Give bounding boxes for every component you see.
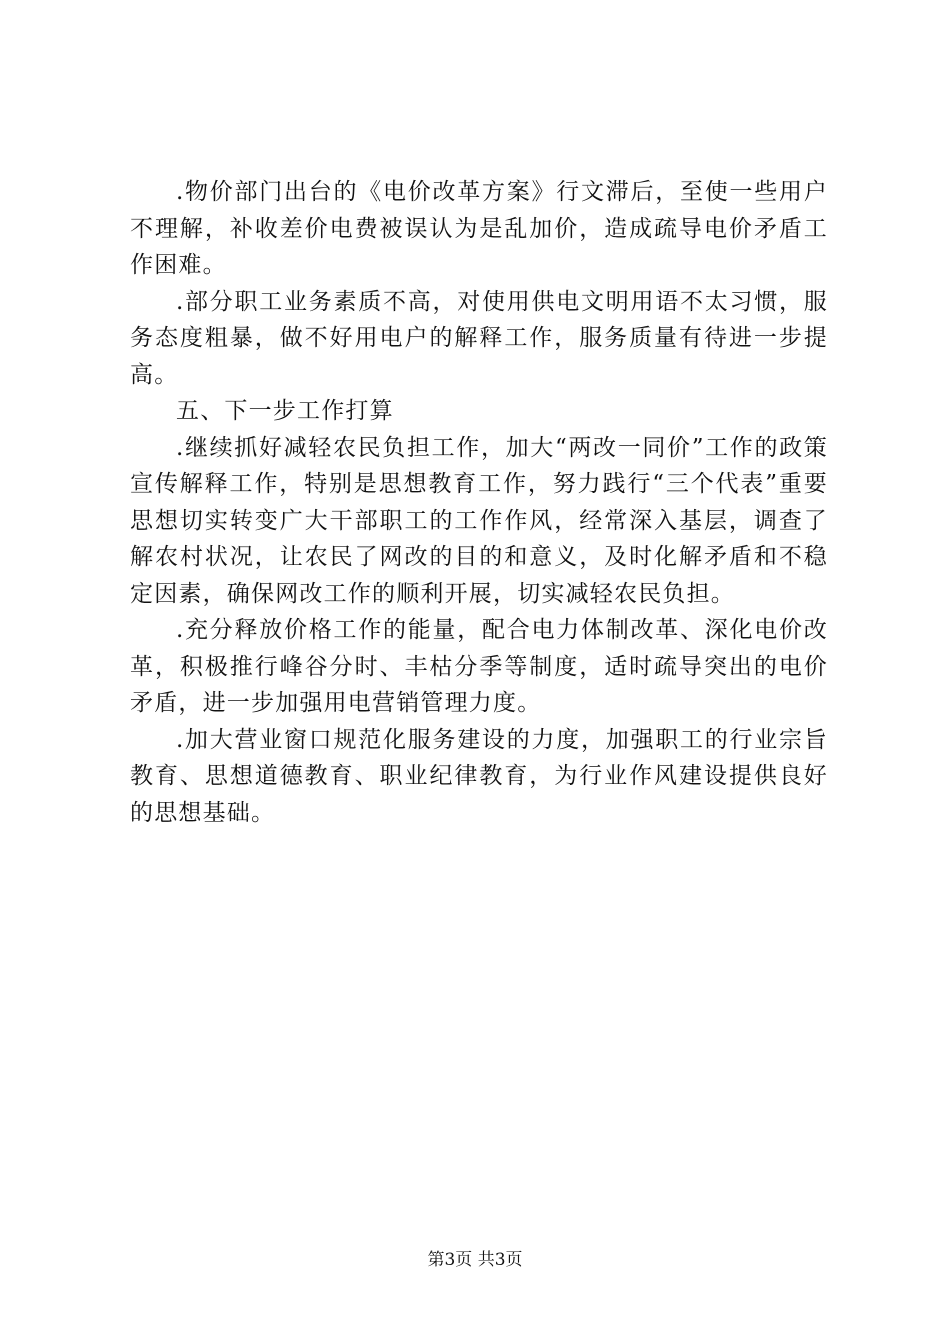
section-heading-next-steps: 五、下一步工作打算 bbox=[176, 398, 394, 424]
paragraph-price-reform: .充分释放价格工作的能量，配合电力体制改革、深化电价改革，积极推行峰谷分时、丰枯分季等制度，适时疏导突出的电价矛盾，进一步加强用电营销管理力度。 bbox=[130, 617, 828, 716]
paragraph-price-plan-delay: .物价部门出台的《电价改革方案》行文滞后，至使一些用户不理解，补收差价电费被误认为是乱加价，造成疏导电价矛盾工作困难。 bbox=[130, 179, 828, 278]
paragraph-staff-quality: .部分职工业务素质不高，对使用供电文明用语不太习惯，服务态度粗暴，做不好用电户的解释工作，服务质量有待进一步提高。 bbox=[130, 288, 828, 388]
document-body bbox=[130, 174, 828, 831]
paragraph-service-window: .加大营业窗口规范化服务建设的力度，加强职工的行业宗旨教育、思想道德教育、职业纪律教育，为行业作风建设提供良好的思想基础。 bbox=[130, 726, 828, 826]
page-footer: 第3页 共3页 bbox=[427, 1250, 523, 1270]
paragraph-reduce-farmer-burden: .继续抓好减轻农民负担工作，加大“两改一同价”工作的政策宣传解释工作，特别是思想教育工作，努力践行“三个代表”重要思想切实转变广大干部职工的工作作风，经常深入基层，调查了解农村状况，让农民了网改的目的和意义，及时化解矛盾和不稳定因素，确保网改工作的顺利开展，切实减轻农民负担。 bbox=[130, 434, 828, 607]
